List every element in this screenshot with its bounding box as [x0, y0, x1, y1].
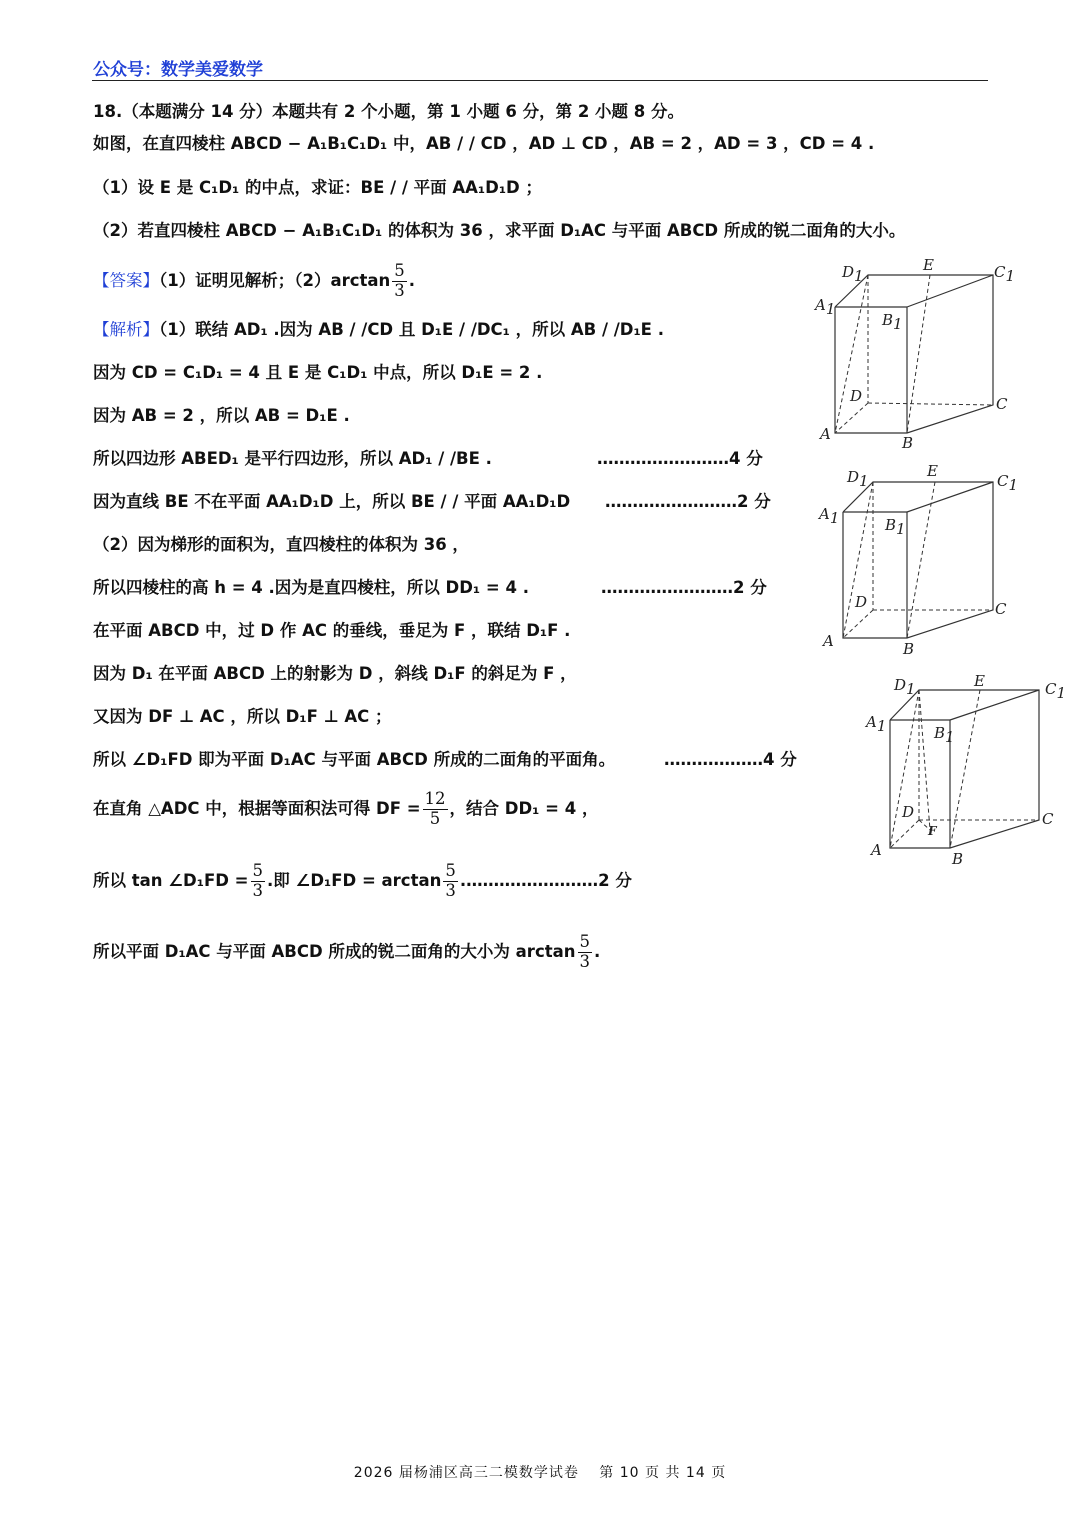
- line13-frac2-den: 3: [445, 880, 456, 900]
- fig3-label-D1: D1: [894, 676, 916, 698]
- source-header: 公众号：数学美爱数学: [93, 60, 263, 80]
- answer-frac-den: 3: [394, 280, 405, 300]
- analysis-line-3: 因为 AB = 2 ，所以 AB = D₁E .: [93, 406, 350, 425]
- analysis-line-6: （2）因为梯形的面积为，直四棱柱的体积为 36 ，: [93, 535, 469, 554]
- analysis-tag: 【解析】: [93, 320, 159, 339]
- line13-frac1-num: 5: [252, 861, 264, 880]
- line12-frac-num: 12: [424, 789, 446, 808]
- analysis-line-4: 所以四边形 ABED₁ 是平行四边形，所以 AD₁ / /BE .: [93, 449, 492, 468]
- analysis-line-14: [93, 933, 600, 972]
- fig2-label-D: D: [855, 593, 868, 611]
- line13-mid: .即 ∠D₁FD = arctan: [267, 870, 442, 890]
- line13-fraction-2: [443, 862, 458, 901]
- analysis-line-12: [93, 790, 598, 829]
- score-mark-3: ……………………2 分: [601, 578, 767, 597]
- answer-text: （1）证明见解析；（2）arctan: [159, 270, 391, 290]
- fig2-label-D1: D1: [847, 468, 869, 490]
- fig2-label-C: C: [995, 600, 1007, 618]
- problem-part2: （2）若直四棱柱 ABCD − A₁B₁C₁D₁ 的体积为 36 ，求平面 D₁AC 与平面 ABCD 所成的锐二面角的大小。: [93, 221, 906, 240]
- line12-fraction: [423, 790, 448, 829]
- fig1-label-A: A: [820, 425, 831, 443]
- analysis-line-8: 在平面 ABCD 中，过 D 作 AC 的垂线，垂足为 F ，联结 D₁F .: [93, 621, 571, 640]
- analysis-line-9: 因为 D₁ 在平面 ABCD 上的射影为 D ，斜线 D₁F 的斜足为 F ，: [93, 664, 577, 683]
- analysis-line-7: 所以四棱柱的高 h = 4 .因为是直四棱柱，所以 DD₁ = 4 .: [93, 578, 529, 597]
- answer-fraction: [392, 262, 407, 301]
- fig2-label-E: E: [927, 462, 938, 480]
- fig1-label-E: E: [923, 256, 934, 274]
- fig3-label-C: C: [1042, 810, 1054, 828]
- line13-pre: 所以 tan ∠D₁FD =: [93, 870, 249, 890]
- score-mark-5: .……………………2 分: [459, 870, 632, 890]
- line14-end: .: [594, 941, 601, 961]
- fig3-label-E: E: [974, 672, 985, 690]
- score-mark-1: ……………………4 分: [597, 449, 763, 468]
- fig2-label-B1: B1: [885, 516, 906, 538]
- line14-fraction: [578, 933, 593, 972]
- prism-figure-2: [815, 462, 1035, 662]
- fig1-label-C: C: [996, 395, 1008, 413]
- analysis-line-1: [93, 316, 664, 340]
- line14-frac-den: 3: [579, 951, 590, 971]
- line14-pre: 所以平面 D₁AC 与平面 ABCD 所成的锐二面角的大小为 arctan: [93, 941, 576, 961]
- problem-stem: 如图，在直四棱柱 ABCD − A₁B₁C₁D₁ 中，AB / / CD ，AD ⊥ CD ，AB = 2 ，AD = 3 ，CD = 4 .: [93, 134, 875, 153]
- answer-frac-num: 5: [394, 261, 405, 280]
- analysis-line-5: 因为直线 BE 不在平面 AA₁D₁D 上，所以 BE / / 平面 AA₁D₁D: [93, 492, 571, 511]
- page-footer: 2026 届杨浦区高三二模数学试卷 第 10 页 共 14 页: [353, 1465, 727, 1481]
- fig3-label-F: F: [928, 824, 937, 838]
- line13-fraction-1: [251, 862, 266, 901]
- answer-line: 【答案】（1）证明见解析；（2）arctan $\frac{5}{3}$ .: [93, 261, 416, 300]
- fig2-label-B: B: [903, 640, 915, 658]
- fig3-label-A: A: [871, 841, 882, 859]
- fig1-label-B: B: [902, 434, 914, 452]
- fig1-label-A1: A1: [815, 296, 836, 318]
- problem-title: 18.（本题满分 14 分）本题共有 2 个小题，第 1 小题 6 分，第 2 小题 8 分。: [93, 102, 685, 121]
- fig1-label-D: D: [850, 387, 863, 405]
- line12-pre: 在直角 △ADC 中，根据等面积法可得 DF =: [93, 798, 421, 818]
- header-divider: [92, 80, 988, 81]
- analysis-line-10: 又因为 DF ⊥ AC ，所以 D₁F ⊥ AC ；: [93, 707, 392, 726]
- fig2-label-C1: C1: [997, 472, 1019, 494]
- line14-frac-num: 5: [579, 932, 590, 951]
- prism-figure-3: [862, 672, 1077, 872]
- line13-frac2-num: 5: [445, 861, 456, 880]
- line12-post: ，结合 DD₁ = 4 ，: [449, 798, 599, 818]
- analysis-line-2: 因为 CD = C₁D₁ = 4 且 E 是 C₁D₁ 中点，所以 D₁E = 2 .: [93, 363, 543, 382]
- fig3-label-B1: B1: [934, 724, 955, 746]
- answer-tag: 【答案】: [93, 270, 159, 290]
- score-mark-4: ………………4 分: [664, 750, 797, 769]
- fig3-label-D: D: [902, 803, 915, 821]
- fig2-label-A1: A1: [819, 505, 840, 527]
- analysis-line-13: [93, 862, 632, 901]
- fig3-label-B: B: [952, 850, 964, 868]
- analysis-line-11: 所以 ∠D₁FD 即为平面 D₁AC 与平面 ABCD 所成的二面角的平面角。: [93, 750, 616, 769]
- fig2-label-A: A: [823, 632, 834, 650]
- fig3-label-C1: C1: [1045, 680, 1067, 702]
- score-mark-2: ……………………2 分: [605, 492, 771, 511]
- fig1-label-D1: D1: [842, 263, 864, 285]
- fig1-label-B1: B1: [882, 311, 903, 333]
- analysis-text-1: （1）联结 AD₁ .因为 AB / /CD 且 D₁E / /DC₁ ，所以 AB / /D₁E .: [159, 320, 664, 339]
- line13-frac1-den: 3: [252, 880, 264, 900]
- fig3-label-A1: A1: [866, 713, 887, 735]
- prism-figure-1: [810, 255, 1030, 455]
- line12-frac-den: 5: [429, 808, 441, 828]
- fig1-label-C1: C1: [994, 263, 1016, 285]
- problem-part1: （1）设 E 是 C₁D₁ 的中点，求证：BE / / 平面 AA₁D₁D ；: [93, 178, 542, 197]
